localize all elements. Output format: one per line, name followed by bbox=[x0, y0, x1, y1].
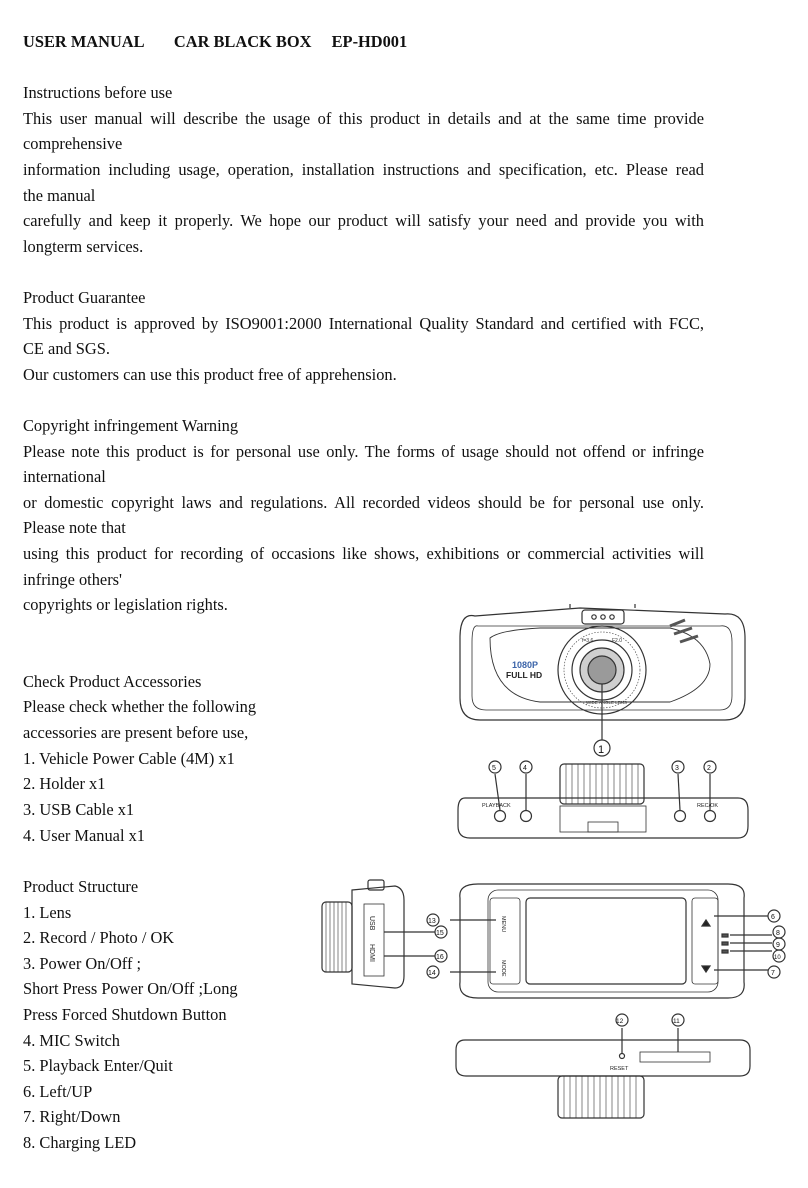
callout-8: 8 bbox=[776, 930, 780, 937]
list-item: 2. Holder x1 bbox=[23, 774, 106, 793]
paragraph-line: using this product for recording of occasions like shows, exhibitions or commercial activities will bbox=[23, 544, 704, 563]
lens-ring-text: WIDE ANGLE LENS bbox=[586, 700, 628, 705]
callout-4: 4 bbox=[523, 765, 527, 772]
instructions-heading: Instructions before use bbox=[23, 83, 173, 102]
badge-1080p: 1080P bbox=[512, 660, 539, 670]
device-diagram bbox=[300, 598, 800, 1138]
list-item: 2. Record / Photo / OK bbox=[23, 928, 175, 947]
paragraph-line: copyrights or legislation rights. bbox=[23, 595, 228, 614]
callout-5: 5 bbox=[492, 765, 496, 772]
manual-header bbox=[23, 32, 407, 52]
callout-13: 13 bbox=[428, 918, 436, 925]
list-item: 4. MIC Switch bbox=[23, 1031, 120, 1050]
lens-spec-1: f=3.6 bbox=[582, 638, 594, 644]
top-view bbox=[458, 761, 748, 838]
paragraph-line: infringe others' bbox=[23, 570, 122, 589]
lens-spec-2: F2.0 bbox=[612, 638, 623, 644]
paragraph-line: or domestic copyright laws and regulations. All recorded videos should be for personal use only. bbox=[23, 493, 704, 512]
rear-view bbox=[427, 884, 785, 998]
list-item: 3. Power On/Off ; bbox=[23, 954, 142, 973]
label-reset: RESET bbox=[610, 1066, 629, 1072]
label-usb: USB bbox=[368, 916, 375, 931]
callout-10: 10 bbox=[774, 955, 781, 961]
paragraph-line: This product is approved by ISO9001:2000 International Quality Standard and certified with FCC, bbox=[23, 314, 704, 333]
structure-heading: Product Structure bbox=[23, 877, 139, 896]
paragraph-line: This user manual will describe the usage of this product in details and at the same time provide bbox=[23, 109, 704, 128]
header-model: EP-HD001 bbox=[331, 32, 408, 51]
list-item: 5. Playback Enter/Quit bbox=[23, 1056, 173, 1075]
list-item: accessories are present before use, bbox=[23, 723, 249, 742]
paragraph-line: information including usage, operation, installation instructions and specification, etc. Please read bbox=[23, 160, 704, 179]
list-item: 3. USB Cable x1 bbox=[23, 800, 135, 819]
callout-15: 15 bbox=[436, 930, 444, 937]
header-product: CAR BLACK BOX bbox=[173, 32, 312, 51]
callout-7: 7 bbox=[771, 970, 775, 977]
copyright-heading: Copyright infringement Warning bbox=[23, 416, 239, 435]
front-view bbox=[460, 604, 745, 756]
accessories-heading: Check Product Accessories bbox=[23, 672, 202, 691]
header-title: USER MANUAL bbox=[23, 32, 144, 51]
callout-3: 3 bbox=[675, 765, 679, 772]
list-item: 7. Right/Down bbox=[23, 1107, 121, 1126]
list-item: Press Forced Shutdown Button bbox=[23, 1005, 227, 1024]
label-playback: PLAYBACK bbox=[482, 803, 511, 809]
callout-2: 2 bbox=[707, 765, 711, 772]
label-menu: MENU bbox=[500, 916, 506, 933]
callout-12: 12 bbox=[616, 1018, 624, 1025]
list-item: 8. Charging LED bbox=[23, 1133, 137, 1152]
list-item: 4. User Manual x1 bbox=[23, 826, 145, 845]
paragraph-line: comprehensive bbox=[23, 134, 123, 153]
paragraph-line: longterm services. bbox=[23, 237, 144, 256]
paragraph-line: the manual bbox=[23, 186, 96, 205]
list-item: 1. Vehicle Power Cable (4M) x1 bbox=[23, 749, 235, 768]
callout-11: 11 bbox=[673, 1018, 680, 1025]
paragraph-line: international bbox=[23, 467, 106, 486]
list-item: Please check whether the following bbox=[23, 697, 257, 716]
badge-full-hd: FULL HD bbox=[506, 670, 543, 680]
label-hdmi: HDMI bbox=[368, 944, 375, 962]
label-mode: MODE bbox=[500, 960, 506, 977]
list-item: Short Press Power On/Off ;Long bbox=[23, 979, 238, 998]
callout-6: 6 bbox=[771, 914, 775, 921]
callout-1: 1 bbox=[598, 744, 605, 756]
label-rec-ok: REC/OK bbox=[697, 803, 719, 809]
callout-9: 9 bbox=[776, 942, 780, 949]
callout-16: 16 bbox=[436, 954, 444, 961]
paragraph-line: Please note this product is for personal use only. The forms of usage should not offend or infringe bbox=[23, 442, 704, 461]
list-item: 6. Left/UP bbox=[23, 1082, 93, 1101]
bottom-view bbox=[456, 1014, 750, 1118]
list-item: 1. Lens bbox=[23, 903, 72, 922]
paragraph-line: CE and SGS. bbox=[23, 339, 110, 358]
paragraph-line: Please note that bbox=[23, 518, 126, 537]
paragraph-line: carefully and keep it properly. We hope our product will satisfy your need and provide you with bbox=[23, 211, 704, 230]
paragraph-line: Our customers can use this product free of apprehension. bbox=[23, 365, 397, 384]
callout-14: 14 bbox=[428, 970, 436, 977]
guarantee-heading: Product Guarantee bbox=[23, 288, 146, 307]
